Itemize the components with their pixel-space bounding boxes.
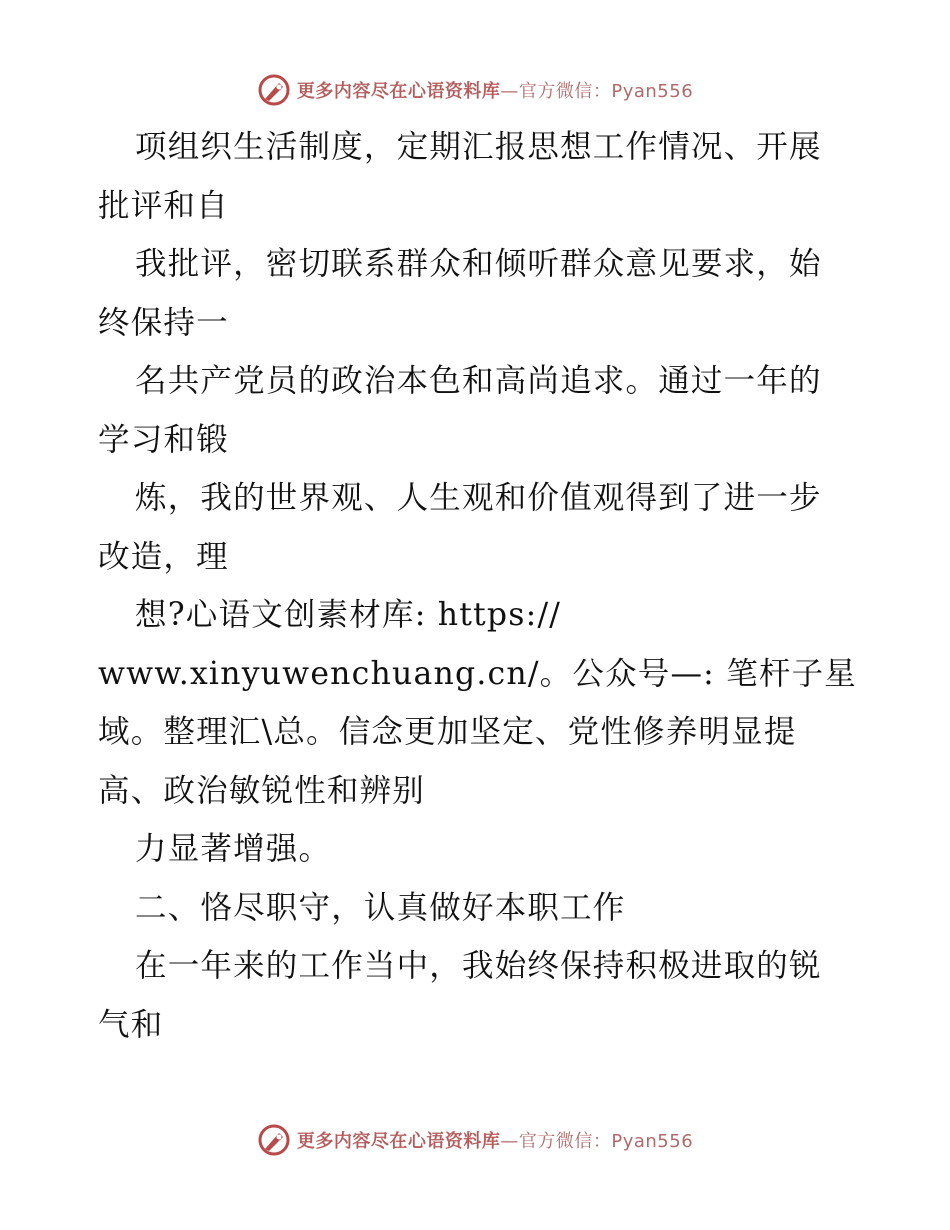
footer-contact: 官方微信： [518,1131,612,1152]
header-contact: 官方微信： [518,81,612,102]
body-line: 批评和自 [98,187,229,224]
body-line: 终保持一 [98,304,229,341]
body-line: 学习和锻 [98,421,229,458]
footer-banner [0,1120,950,1160]
body-line: 力显著增强。 [135,831,332,867]
body-line: www.xinyuwenchuang.cn/。公众号—: 笔杆子星 [98,655,857,692]
header-wechat-id: Pyan556 [611,81,694,102]
pen-nib-logo-icon [257,73,291,107]
body-line: 我批评，密切联系群众和倾听群众意见要求，始 [135,246,822,282]
body-line: 名共产党员的政治本色和高尚追求。通过一年的 [135,363,822,399]
body-line: 项组织生活制度，定期汇报思想工作情况、开展 [135,129,822,165]
header-text [297,77,693,103]
section-heading: 二、恪尽职守，认真做好本职工作 [135,889,626,926]
document-body [98,118,858,1054]
body-line: 域。整理汇\总。信念更加坚定、党性修养明显提 [98,714,797,750]
footer-wechat-id: Pyan556 [611,1131,694,1152]
pen-nib-logo-icon [257,1123,291,1157]
header-banner [0,70,950,110]
header-dash: — [500,81,519,102]
body-line: 炼，我的世界观、人生观和价值观得到了进一步 [135,480,822,516]
body-line: 高、政治敏锐性和辨别 [98,772,426,809]
footer-brand: 更多内容尽在心语资料库 [296,1131,501,1152]
body-line: 在一年来的工作当中，我始终保持积极进取的锐 [135,948,822,984]
body-line: 气和 [98,1006,164,1043]
body-line: 改造，理 [98,538,229,575]
footer-text [297,1127,693,1153]
body-line: 想?心语文创素材库: https:// [135,597,562,633]
header-brand: 更多内容尽在心语资料库 [296,81,501,102]
footer-dash: — [500,1131,519,1152]
